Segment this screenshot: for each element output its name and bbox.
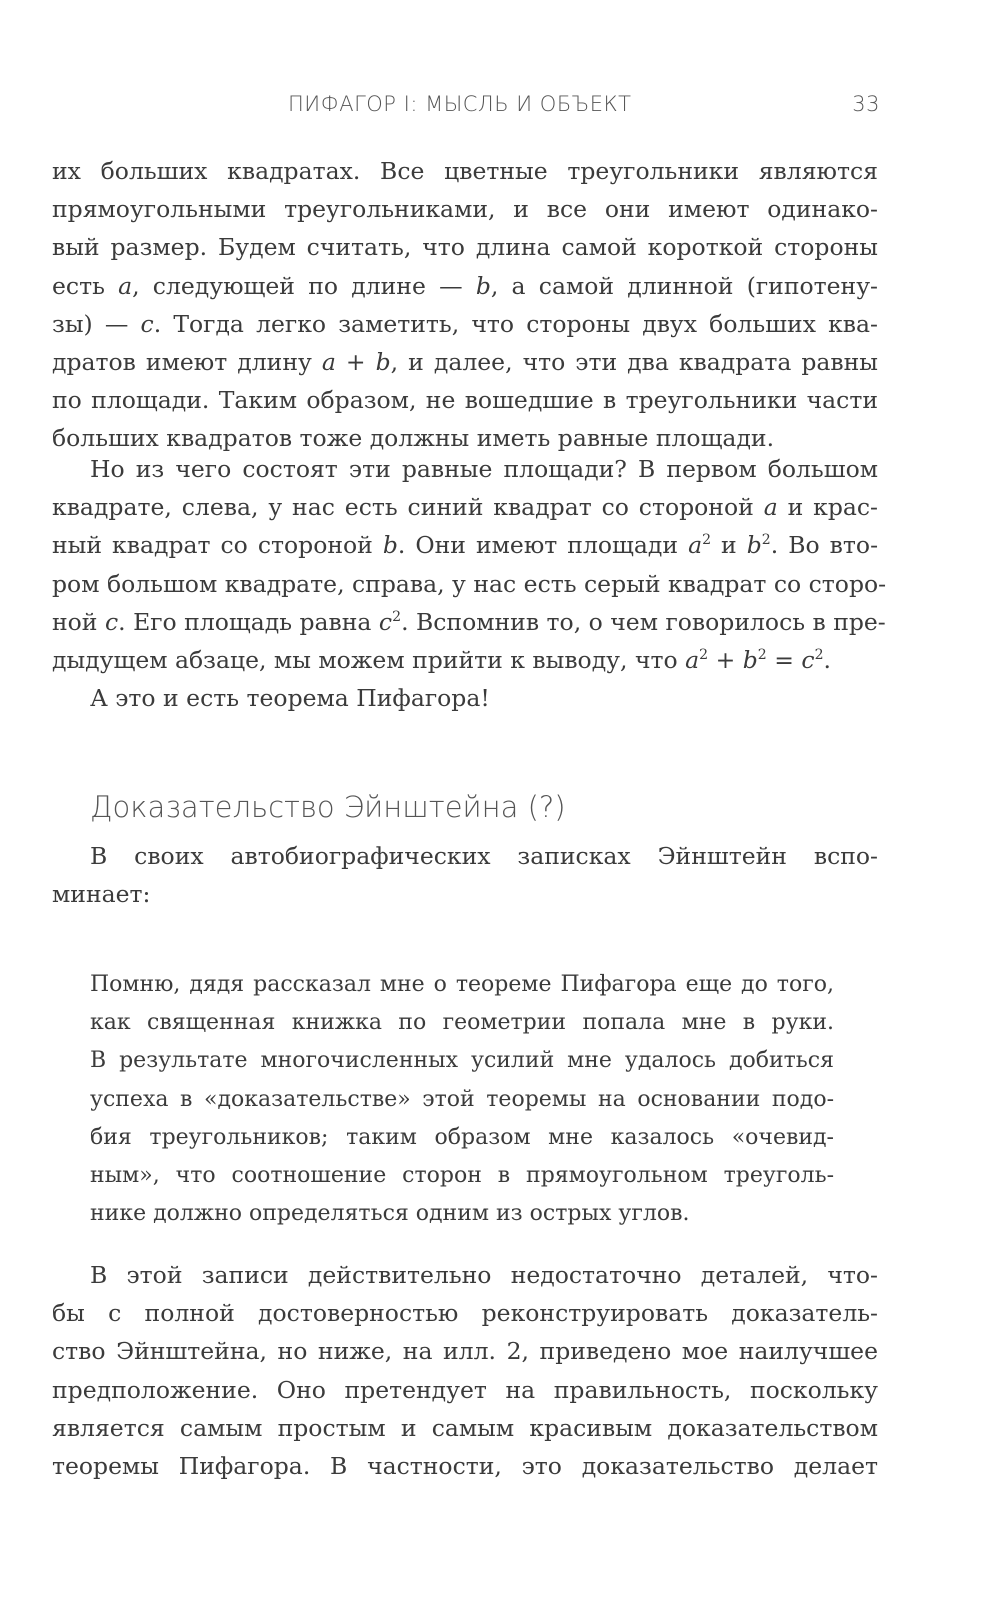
running-head <box>0 92 1000 122</box>
page-number: 33 <box>852 92 880 116</box>
text-line: по площади. Таким образом, не вошедшие в треугольники части <box>52 386 878 415</box>
quote-line: как священная книжка по геометрии попала мне в руки. <box>90 1010 834 1036</box>
quote-line: нике должно определяться одним из острых углов. <box>90 1201 690 1227</box>
text-line: квадрате, слева, у нас есть синий квадрат со стороной a и крас- <box>52 493 879 522</box>
running-head-title: ПИФАГОР I: МЫСЛЬ И ОБЪЕКТ <box>288 92 632 116</box>
text-line: бы с полной достоверностью реконструировать доказатель- <box>52 1299 878 1328</box>
text-line: вый размер. Будем считать, что длина самой короткой стороны <box>52 233 878 262</box>
text-line: Но из чего состоят эти равные площади? В первом большом <box>90 455 878 483</box>
text-line: ной c. Его площадь равна $c^2$. Вспомнив то, о чем говорилось в пре- <box>52 607 886 636</box>
quote-line: В результате многочисленных усилий мне удалось добиться <box>90 1048 834 1074</box>
section-heading: Доказательство Эйнштейна (?) <box>90 790 566 824</box>
text-line: А это и есть теорема Пифагора! <box>90 684 490 712</box>
text-line: В своих автобиографических записках Эйнштейн вспо- <box>90 842 878 870</box>
text-line: теоремы Пифагора. В частности, это доказательство делает <box>52 1451 878 1480</box>
text-line: минает: <box>52 880 151 909</box>
text-line: прямоугольными треугольниками, и все они имеют одинако- <box>52 195 878 224</box>
text-line: дратов имеют длину a + b, и далее, что эти два квадрата равны <box>52 347 879 376</box>
text-line: ный квадрат со стороной b. Они имеют площади $a^2$ и $b^2$. Во вто- <box>52 531 879 560</box>
text-line: является самым простым и самым красивым доказательством <box>52 1413 878 1442</box>
paragraph-intro-quote <box>52 837 878 913</box>
quote-line: успеха в «доказательстве» этой теоремы на основании подо- <box>90 1086 834 1112</box>
paragraph-equal-areas <box>52 450 887 679</box>
paragraph-continuation <box>52 152 878 458</box>
text-line: зы) — c. Тогда легко заметить, что стороны двух больших ква- <box>52 309 878 338</box>
text-line: ром большом квадрате, справа, у нас есть серый квадрат со сторо- <box>52 569 887 598</box>
text-line: В этой записи действительно недостаточно деталей, что- <box>90 1261 878 1289</box>
text-line: больших квадратов тоже должны иметь равные площади. <box>52 424 775 453</box>
text-line: их больших квадратах. Все цветные треугольники являются <box>52 157 878 185</box>
quote-line: бия треугольников; таким образом мне казалось «очевид- <box>90 1124 834 1150</box>
quote-line: Помню, дядя рассказал мне о теореме Пифагора еще до того, <box>90 972 834 997</box>
text-line: ство Эйнштейна, но ниже, на илл. 2, приведено мое наилучшее <box>52 1337 878 1366</box>
text-line: дыдущем абзаце, мы можем прийти к выводу, что $a^2 + b^2 = c^2$. <box>52 645 832 674</box>
paragraph-conclusion <box>52 679 878 717</box>
text-line: предположение. Оно претендует на правильность, поскольку <box>52 1375 878 1404</box>
text-line: есть a, следующей по длине — b, а самой длинной (гипотену- <box>52 271 878 300</box>
quote-line: ным», что соотношение сторон в прямоугольном треуголь- <box>90 1162 834 1188</box>
block-quote <box>90 966 834 1233</box>
paragraph-reconstruction <box>52 1256 878 1485</box>
